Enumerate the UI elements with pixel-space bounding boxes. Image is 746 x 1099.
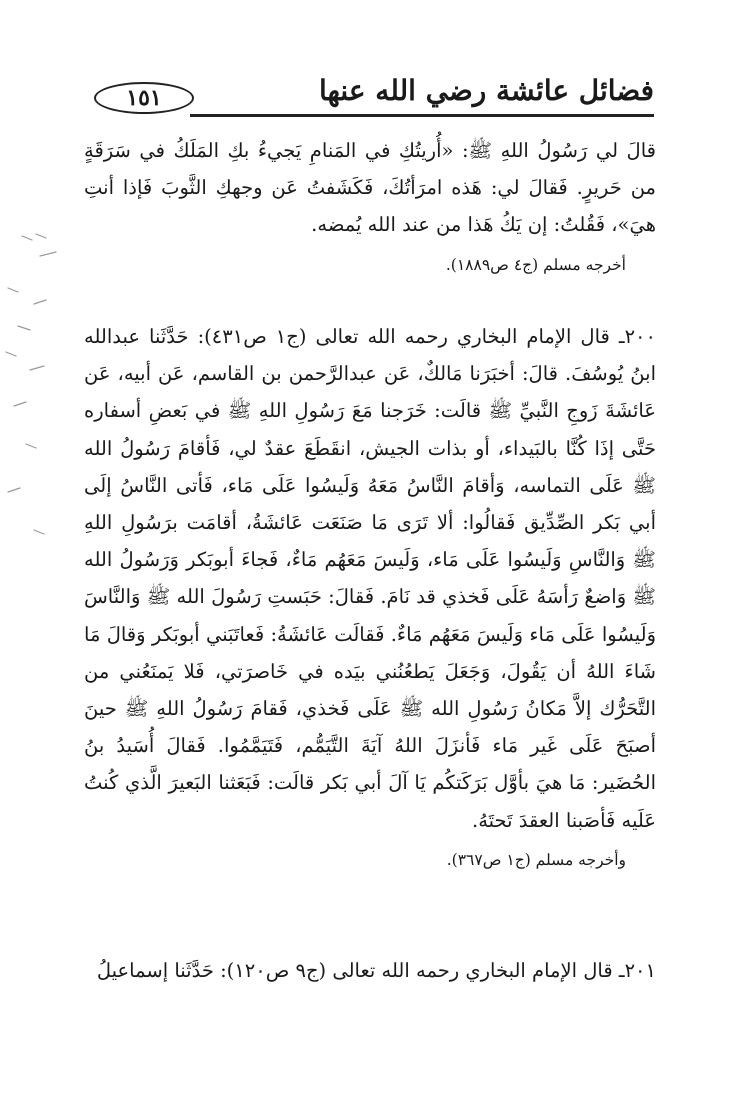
reference-muslim-1: أخرجه مسلم (ج٤ ص١٨٨٩).: [445, 255, 626, 274]
header-rule: [190, 114, 654, 117]
hadith-continuation-text: قالَ لي رَسُولُ اللهِ ﷺ: «أُريتُكِ في المَنامِ يَجيءُ بكِ المَلَكُ في سَرَقَةٍ من حَريرٍ. فَقالَ لي: هَذه امرَأتُكَ، فَكَشَفتُ عَن وجهكِ الثَّوبَ فَإذا أنتِ هيَ»، فَقُلتُ: إن يَكُ هَذا من عند الله يُمضه.: [84, 139, 656, 237]
hadith-201-block: [84, 952, 656, 989]
reference-muslim-2: وأخرجه مسلم (ج١ ص٣٦٧).: [446, 850, 626, 869]
hadith-200-text: ٢٠٠ـ قال الإمام البخاري رحمه الله تعالى (ج١ ص٤٣١): حَدَّثَنا عبدالله ابنُ يُوسُفَ. قالَ: أخبَرَنا مَالكٌ، عَن عبدالرَّحمن بن القاسم، عَن أبيه، عَن عَائشَةَ زَوجِ النَّبيِّ ﷺ قالَت: خَرَجنا مَعَ رَسُولِ اللهِ ﷺ في بَعضِ أسفاره حَتَّى إذَا كُنَّا بالبَيداء، أو بذات الجيش، انقَطَعَ عقدٌ لي، فَأقامَ رَسُولُ الله ﷺ عَلَى التماسه، وَأقامَ النَّاسُ مَعَهُ وَلَيسُوا عَلَى مَاء، فَأتى النَّاسُ إلَى أبي بَكر الصِّدِّيق فَقالُوا: ألا تَرَى مَا صَنَعَت عَائشَةُ، أقامَت برَسُولِ اللهِ ﷺ وَالنَّاسِ وَلَيسُوا عَلَى مَاء، وَلَيسَ مَعَهُم مَاءٌ، فَجاءَ أبوبَكر وَرَسُولُ الله ﷺ وَاضعٌ رَأسَهُ عَلَى فَخذي قد نَامَ. فَقالَ: حَبَستِ رَسُولَ الله ﷺ وَالنَّاسَ وَلَيسُوا عَلَى مَاء وَلَيسَ مَعَهُم مَاءٌ. فَقالَت عَائشَةُ: فَعاتَبَني أبوبَكر وَقالَ مَا شَاءَ اللهُ أن يَقُولَ، وَجَعَلَ يَطعُنُني بيَده في خَاصرَتي، فَلا يَمنَعُني من التَّحَرُّك إلاَّ مَكانُ رَسُولِ الله ﷺ عَلَى فَخذي، فَقامَ رَسُولُ اللهِ ﷺ حينَ أصبَحَ عَلَى غَير مَاء فَأنزَلَ اللهُ آيَةَ التَّيَمُّم، فَتَيَمَّمُوا. فَقالَ أُسَيدُ بنُ الحُضَير: مَا هيَ بأوَّل بَرَكَتكُم يَا آلَ أبي بَكر قالَت: فَبَعَثنا البَعيرَ الَّذي كُنتُ عَلَيه فَأصَبنا العقدَ تَحتَهُ.: [84, 325, 656, 832]
hadith-200-block: [84, 318, 656, 873]
page-number-badge: [94, 82, 194, 114]
running-title: فضائل عائشة رضي الله عنها: [318, 74, 654, 107]
margin-pen-marks: [0, 230, 80, 560]
page-number: ١٥١: [126, 85, 162, 111]
hadith-continuation-block: [84, 132, 656, 278]
page-header: [88, 72, 654, 122]
hadith-201-text: ٢٠١ـ قال الإمام البخاري رحمه الله تعالى (ج٩ ص١٢٠): حَدَّثَنا إسماعيلُ: [96, 959, 656, 982]
